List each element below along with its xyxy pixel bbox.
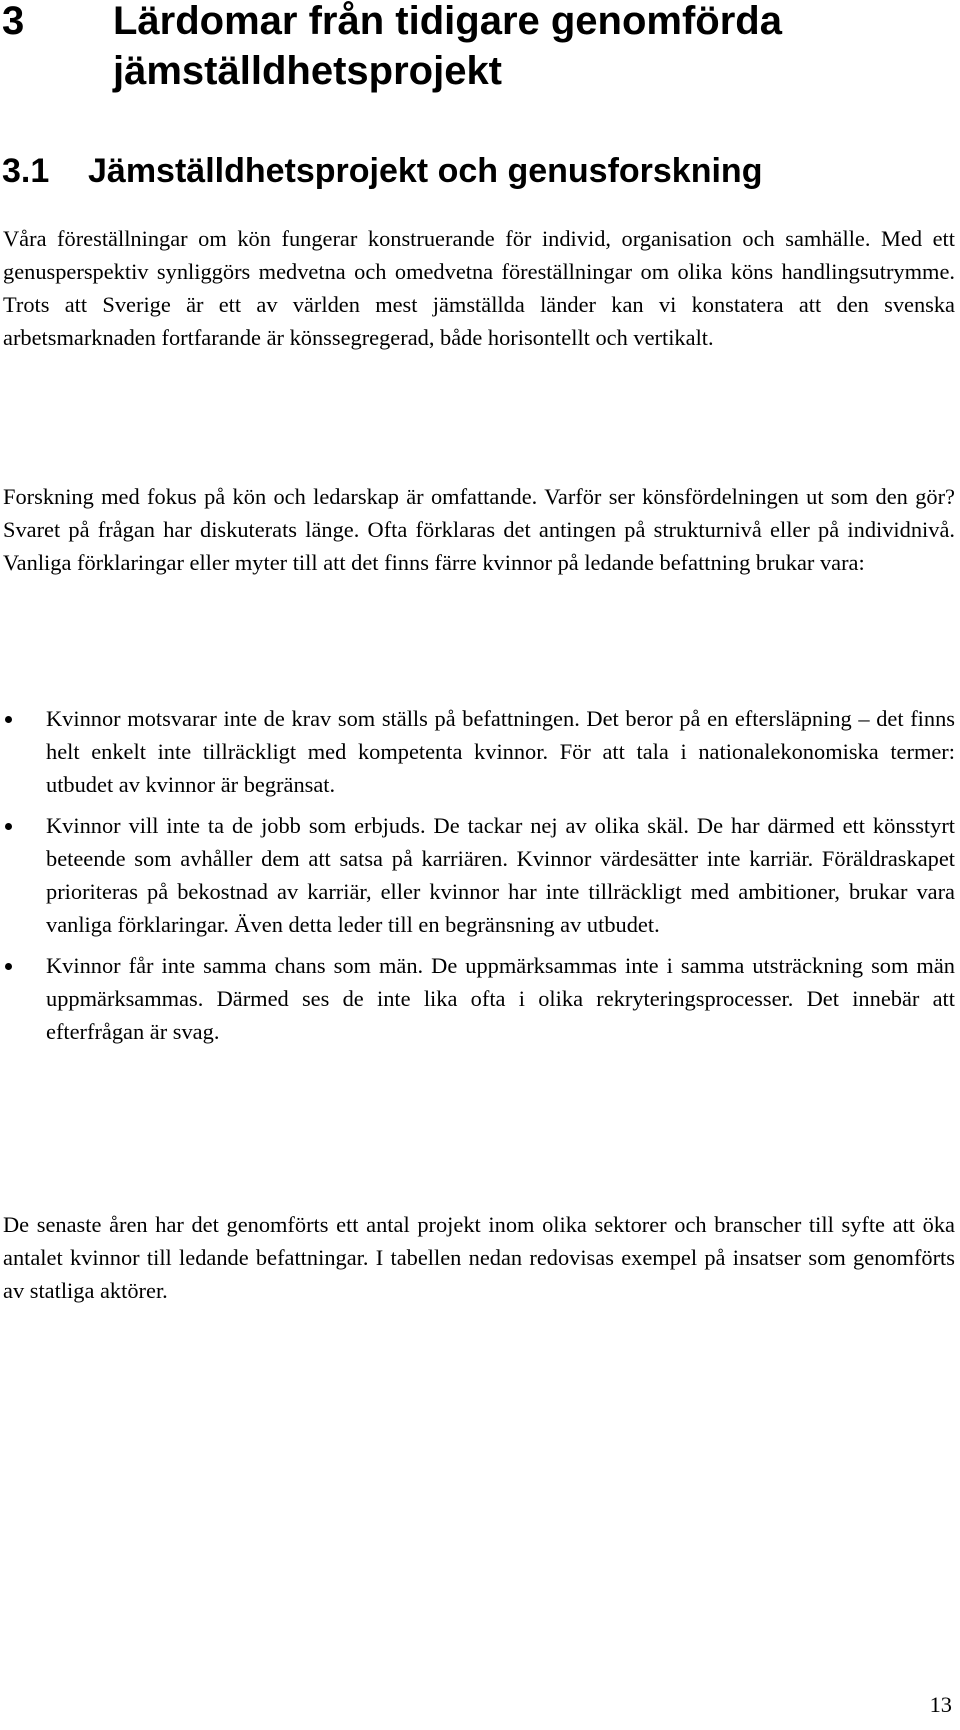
list-item [3, 702, 955, 801]
list-item-text: Kvinnor vill inte ta de jobb som erbjuds. De tackar nej av olika skäl. De har därmed ett könsstyrt beteende som avhåller dem att satsa på karriären. Kvinnor värdesätter inte karriär. Föräldraskapet prioriteras på bekostnad av karriär, eller kvinnor har inte tillräckligt med ambitioner, brukar vara vanliga förklaringar. Även detta leder till en begränsning av utbudet. [46, 813, 955, 937]
bullet-icon [5, 823, 12, 830]
chapter-title: Lärdomar från tidigare genomförda jämställdhetsprojekt [113, 0, 782, 93]
list-item-text: Kvinnor motsvarar inte de krav som ställs på befattningen. Det beror på en eftersläpning – det finns helt enkelt inte tillräckligt med kompetenta kvinnor. För att tala i nationalekonomiska termer: utbudet av kvinnor är begränsat. [46, 706, 955, 797]
section-title: Jämställdhetsprojekt och genusforskning [88, 152, 763, 190]
bullet-icon [5, 963, 12, 970]
list-item [3, 949, 955, 1048]
list-item [3, 809, 955, 941]
chapter-number: 3 [2, 0, 25, 43]
bullet-list [3, 702, 955, 1056]
paragraph: Våra föreställningar om kön fungerar konstruerande för individ, organisation och samhälle. Med ett genusperspektiv synliggörs medvetna och omedvetna föreställningar om olika köns handlingsutrymme. Trots att Sverige är ett av världen mest jämställda länder kan vi konstatera att den svenska arbetsmarknaden fortfarande är könssegregerad, både horisontellt och vertikalt. [3, 226, 955, 350]
paragraph: De senaste åren har det genomförts ett antal projekt inom olika sektorer och branscher till syfte att öka antalet kvinnor till ledande befattningar. I tabellen nedan redovisas exempel på insatser som genomförts av statliga aktörer. [3, 1212, 955, 1303]
paragraph: Forskning med fokus på kön och ledarskap är omfattande. Varför ser könsfördelningen ut som den gör? Svaret på frågan har diskuterats länge. Ofta förklaras det antingen på strukturnivå eller på individnivå. Vanliga förklaringar eller myter till att det finns färre kvinnor på ledande befattning brukar vara: [3, 484, 955, 575]
section-number: 3.1 [2, 152, 50, 190]
page-number: 13 [929, 1692, 952, 1717]
chapter-heading [0, 0, 955, 96]
section-heading [0, 150, 955, 192]
list-item-text: Kvinnor får inte samma chans som män. De uppmärksammas inte i samma utsträckning som män uppmärksammas. Därmed ses de inte lika ofta i olika rekryteringsprocesser. Det innebär att efterfrågan är svag. [46, 953, 955, 1044]
bullet-icon [5, 716, 12, 723]
